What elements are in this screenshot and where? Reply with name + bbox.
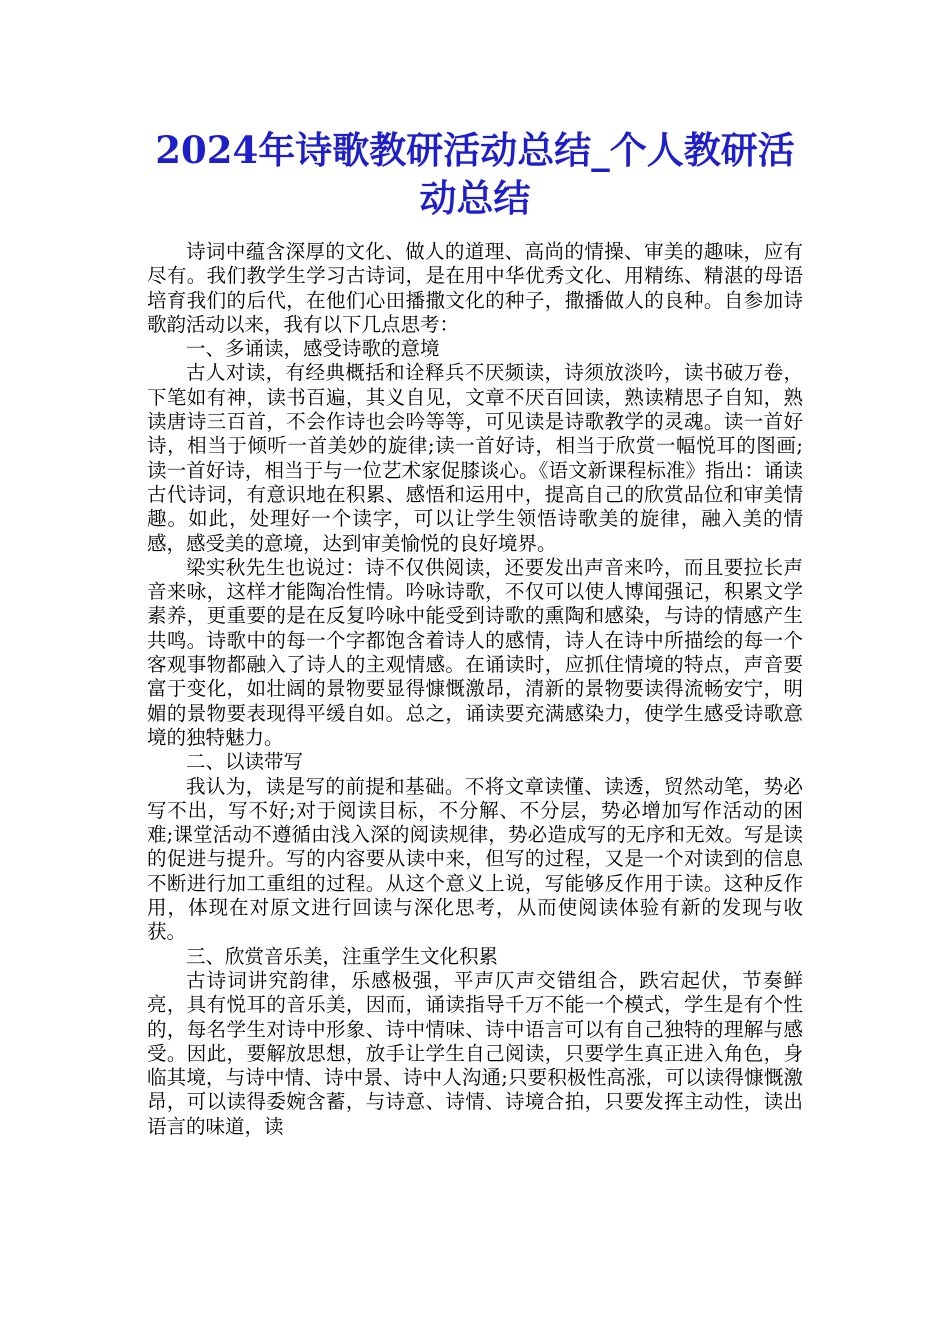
document-body: [147, 240, 803, 1139]
paragraph: 我认为，读是写的前提和基础。不将文章读懂、读透，贸然动笔，势必写不出，写不好;对于阅读目标，不分解、不分层，势必增加写作活动的困难;课堂活动不遵循由浅入深的阅读规律，势必造成写的无序和无效。写是读的促进与提升。写的内容要从读中来，但写的过程，又是一个对读到的信息不断进行加工重组的过程。从这个意义上说，写能够反作用于读。这种反作用，体现在对原文进行回读与深化思考，从而使阅读体验有新的发现与收获。: [147, 774, 803, 944]
paragraph: 古诗词讲究韵律，乐感极强，平声仄声交错组合，跌宕起伏，节奏鲜亮，具有悦耳的音乐美，因而，诵读指导千万不能一个模式，学生是有个性的，每名学生对诗中形象、诗中情味、诗中语言可以有自己独特的理解与感受。因此，要解放思想，放手让学生自己阅读，只要学生真正进入角色，身临其境，与诗中情、诗中景、诗中人沟通;只要积极性高涨，可以读得慷慨激昂，可以读得委婉含蓄，与诗意、诗情、诗境合拍，只要发挥主动性，读出语言的味道，读: [147, 968, 803, 1138]
section-heading-1: 一、多诵读，感受诗歌的意境: [186, 337, 440, 361]
paragraph: 梁实秋先生也说过：诗不仅供阅读，还要发出声音来吟，而且要拉长声音来咏，这样才能陶冶性情。吟咏诗歌，不仅可以使人博闻强记，积累文学素养，更重要的是在反复吟咏中能受到诗歌的熏陶和感染，与诗的情感产生共鸣。诗歌中的每一个字都饱含着诗人的感情，诗人在诗中所描绘的每一个客观事物都融入了诗人的主观情感。在诵读时，应抓住情境的特点，声音要富于变化，如壮阔的景物要显得慷慨激昂，清新的景物要读得流畅安宁，明媚的景物要表现得平缓自如。总之，诵读要充满感染力，使学生感受诗歌意境的独特魅力。: [147, 555, 803, 749]
document-title: 2024年诗歌教研活动总结_个人教研活动总结: [155, 128, 795, 220]
document-page: [147, 126, 803, 1139]
paragraph-intro: 诗词中蕴含深厚的文化、做人的道理、高尚的情操、审美的趣味，应有尽有。我们教学生学习古诗词，是在用中华优秀文化、用精练、精湛的母语培育我们的后代，在他们心田播撒文化的种子，撒播做人的良种。自参加诗歌韵活动以来，我有以下几点思考：: [147, 240, 803, 336]
section-heading-3: 三、欣赏音乐美，注重学生文化积累: [186, 944, 499, 968]
section-heading-2: 二、以读带写: [186, 750, 304, 774]
paragraph: 古人对读，有经典概括和诠释兵不厌频读，诗须放淡吟，读书破万卷，下笔如有神，读书百遍，其义自见，文章不厌百回读，熟读精思子自知，熟读唐诗三百首，不会作诗也会吟等等，可见读是诗歌教学的灵魂。读一首好诗，相当于倾听一首美妙的旋律;读一首好诗，相当于欣赏一幅悦耳的图画;读一首好诗，相当于与一位艺术家促膝谈心。《语文新课程标准》指出：诵读古代诗词，有意识地在积累、感悟和运用中，提高自己的欣赏品位和审美情趣。如此，处理好一个读字，可以让学生领悟诗歌美的旋律，融入美的情感，感受美的意境，达到审美愉悦的良好境界。: [147, 361, 803, 555]
